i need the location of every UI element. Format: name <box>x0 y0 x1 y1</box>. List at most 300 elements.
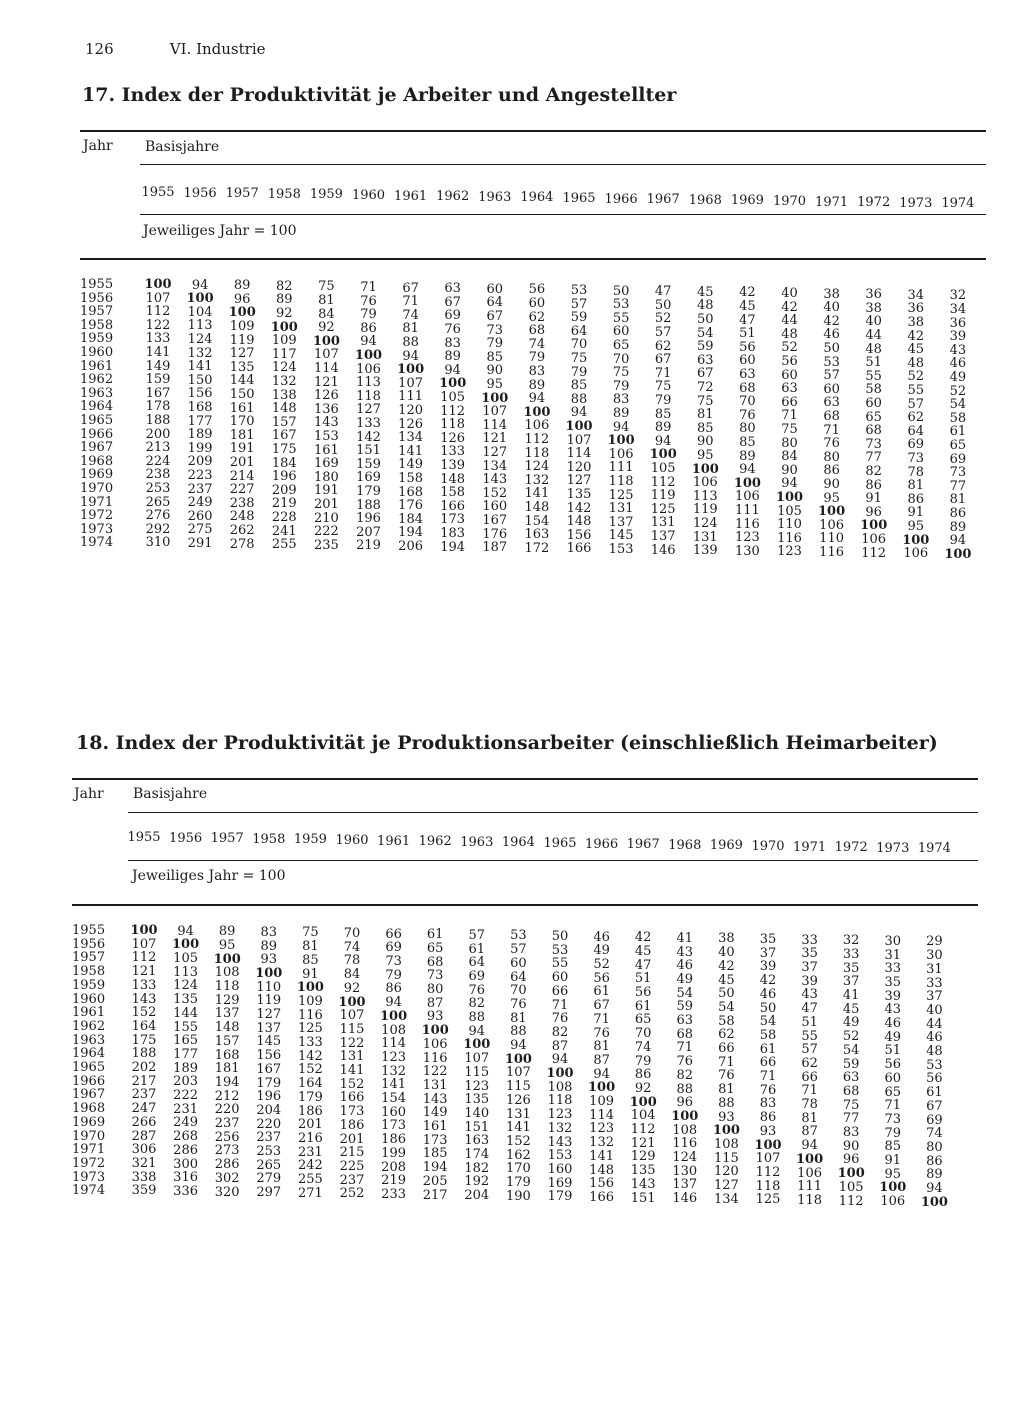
index-value-cell: 65 <box>612 338 630 353</box>
base-value-cell: 100 <box>920 1194 948 1210</box>
index-value-cell: 71 <box>360 280 377 295</box>
base-year-header: 1968 <box>668 837 702 853</box>
index-value-cell: 83 <box>260 924 278 940</box>
index-value-cell: 77 <box>865 450 882 466</box>
base-value-cell: 100 <box>397 362 425 378</box>
index-value-cell: 80 <box>926 1139 943 1155</box>
index-value-cell: 61 <box>468 941 486 957</box>
index-value-cell: 316 <box>173 1170 198 1186</box>
index-value-cell: 45 <box>739 299 756 314</box>
base-year-header: 1967 <box>626 837 660 853</box>
index-value-cell: 73 <box>949 465 967 481</box>
index-value-cell: 94 <box>528 391 546 407</box>
index-value-cell: 66 <box>781 394 798 410</box>
index-value-cell: 52 <box>654 311 672 327</box>
index-value-cell: 60 <box>612 324 630 340</box>
index-value-cell: 59 <box>676 999 694 1015</box>
base-year-header: 1971 <box>815 194 849 210</box>
index-value-cell: 143 <box>547 1134 573 1150</box>
index-value-cell: 48 <box>926 1044 943 1059</box>
base-value-cell: 100 <box>296 980 324 996</box>
index-value-cell: 131 <box>650 515 676 531</box>
base-year-header: 1956 <box>169 830 203 846</box>
index-value-cell: 117 <box>271 346 297 362</box>
base-year-header: 1955 <box>127 830 161 845</box>
base-value-cell: 100 <box>607 433 635 449</box>
index-value-cell: 113 <box>187 318 213 334</box>
index-value-cell: 286 <box>214 1157 240 1173</box>
index-value-cell: 157 <box>271 414 297 430</box>
index-value-cell: 167 <box>145 385 171 401</box>
index-value-cell: 142 <box>297 1048 323 1064</box>
index-value-cell: 70 <box>634 1026 652 1042</box>
row-year: 1962 <box>80 372 114 388</box>
index-value-cell: 63 <box>823 395 840 411</box>
index-value-cell: 158 <box>440 485 466 501</box>
index-value-cell: 78 <box>907 464 925 480</box>
row-year: 1966 <box>80 426 114 442</box>
base-value-cell: 100 <box>944 546 972 562</box>
chapter-title: VI. Industrie <box>169 40 266 58</box>
index-value-cell: 191 <box>313 483 339 499</box>
base-value-cell: 100 <box>481 390 509 406</box>
index-value-cell: 55 <box>551 956 569 972</box>
row-year: 1967 <box>72 1087 106 1103</box>
index-value-cell: 116 <box>777 530 802 546</box>
index-value-cell: 179 <box>547 1189 573 1205</box>
index-value-cell: 125 <box>297 1021 323 1037</box>
index-value-cell: 33 <box>926 975 943 991</box>
index-value-cell: 273 <box>214 1143 240 1159</box>
index-value-cell: 142 <box>566 500 592 516</box>
index-value-cell: 67 <box>444 294 461 310</box>
index-value-cell: 46 <box>949 356 967 372</box>
index-value-cell: 73 <box>385 954 402 969</box>
index-value-cell: 168 <box>214 1047 240 1063</box>
index-value-cell: 47 <box>801 1001 818 1017</box>
index-value-cell: 133 <box>145 331 171 347</box>
index-value-cell: 38 <box>865 300 882 316</box>
index-value-cell: 114 <box>381 1036 406 1052</box>
index-value-cell: 108 <box>381 1022 406 1038</box>
index-value-cell: 129 <box>630 1149 656 1165</box>
index-value-cell: 132 <box>524 472 550 488</box>
index-value-cell: 46 <box>676 958 694 974</box>
index-value-cell: 79 <box>486 336 504 352</box>
index-value-cell: 187 <box>482 540 508 556</box>
index-value-cell: 46 <box>593 929 610 945</box>
index-value-cell: 64 <box>907 423 925 439</box>
index-value-cell: 106 <box>422 1036 448 1052</box>
index-value-cell: 66 <box>718 1041 735 1056</box>
index-value-cell: 60 <box>739 353 756 369</box>
index-value-cell: 81 <box>907 478 925 494</box>
base-value-cell: 100 <box>523 404 551 420</box>
index-value-cell: 96 <box>865 504 882 520</box>
index-value-cell: 166 <box>566 541 592 557</box>
index-value-cell: 57 <box>468 927 486 943</box>
index-value-cell: 51 <box>801 1014 818 1030</box>
index-value-cell: 94 <box>801 1138 818 1154</box>
index-value-cell: 238 <box>229 495 255 511</box>
index-value-cell: 119 <box>692 502 718 518</box>
index-value-cell: 108 <box>547 1079 573 1095</box>
index-value-cell: 82 <box>551 1024 569 1040</box>
index-value-cell: 83 <box>612 392 630 408</box>
index-value-cell: 66 <box>801 1069 818 1085</box>
index-value-cell: 73 <box>865 436 882 452</box>
index-value-cell: 82 <box>865 464 882 479</box>
base-year-header: 1972 <box>857 195 891 211</box>
index-value-cell: 148 <box>214 1020 240 1036</box>
index-value-cell: 79 <box>528 350 546 366</box>
index-value-cell: 51 <box>634 971 652 987</box>
index-value-cell: 125 <box>608 487 634 503</box>
index-value-cell: 124 <box>173 978 198 994</box>
index-value-cell: 260 <box>187 508 213 524</box>
index-value-cell: 55 <box>907 383 925 398</box>
row-year: 1969 <box>80 467 114 483</box>
index-value-cell: 137 <box>256 1020 282 1036</box>
index-value-cell: 77 <box>949 478 967 494</box>
index-value-cell: 124 <box>271 360 297 376</box>
index-value-cell: 189 <box>173 1060 198 1076</box>
index-value-cell: 196 <box>271 469 297 485</box>
index-value-cell: 84 <box>781 449 798 465</box>
index-value-cell: 32 <box>842 933 860 949</box>
index-value-cell: 44 <box>865 328 882 343</box>
index-value-cell: 166 <box>589 1189 614 1205</box>
base-value-cell: 100 <box>629 1094 657 1110</box>
table-18-group-head: Basisjahre <box>133 786 208 802</box>
index-value-cell: 79 <box>612 378 630 394</box>
index-value-cell: 212 <box>214 1088 240 1104</box>
index-value-cell: 35 <box>842 960 860 976</box>
index-value-cell: 122 <box>145 317 171 333</box>
index-value-cell: 82 <box>276 278 293 294</box>
index-value-cell: 69 <box>468 968 486 984</box>
index-value-cell: 61 <box>426 927 444 943</box>
index-value-cell: 68 <box>426 954 444 970</box>
index-value-cell: 167 <box>256 1061 282 1077</box>
index-value-cell: 132 <box>187 345 213 361</box>
index-value-cell: 112 <box>838 1193 864 1209</box>
index-value-cell: 118 <box>214 979 240 994</box>
index-value-cell: 120 <box>398 403 423 418</box>
index-value-cell: 50 <box>823 341 840 356</box>
index-value-cell: 166 <box>339 1090 365 1106</box>
index-value-cell: 81 <box>697 407 714 423</box>
index-value-cell: 40 <box>823 300 840 316</box>
index-value-cell: 69 <box>926 1112 943 1128</box>
row-year: 1973 <box>80 521 114 537</box>
index-value-cell: 81 <box>302 939 319 955</box>
index-value-cell: 87 <box>593 1052 610 1068</box>
row-year: 1955 <box>72 923 106 938</box>
index-value-cell: 45 <box>842 1001 860 1017</box>
index-value-cell: 31 <box>884 947 902 963</box>
index-value-cell: 266 <box>131 1114 157 1130</box>
index-value-cell: 164 <box>131 1018 157 1034</box>
index-value-cell: 37 <box>842 974 860 990</box>
index-value-cell: 156 <box>256 1048 282 1064</box>
index-value-cell: 81 <box>593 1039 610 1055</box>
index-value-cell: 219 <box>381 1173 406 1189</box>
index-value-cell: 118 <box>356 388 381 404</box>
row-year: 1972 <box>80 508 114 524</box>
index-value-cell: 161 <box>313 442 339 458</box>
index-value-cell: 262 <box>229 523 255 538</box>
index-value-cell: 106 <box>734 489 760 505</box>
index-value-cell: 48 <box>865 341 882 357</box>
index-value-cell: 203 <box>173 1074 198 1090</box>
index-value-cell: 190 <box>505 1188 531 1204</box>
index-value-cell: 52 <box>781 340 798 356</box>
base-value-cell: 100 <box>546 1066 574 1081</box>
index-value-cell: 60 <box>781 367 798 383</box>
index-value-cell: 107 <box>145 290 171 306</box>
table-18-title: 18. Index der Produktivität je Produktionsarbeiter (einschließlich Heimarbeiter) <box>76 732 938 754</box>
index-value-cell: 44 <box>926 1016 943 1032</box>
index-value-cell: 67 <box>654 352 672 368</box>
index-value-cell: 69 <box>949 451 967 467</box>
index-value-cell: 52 <box>842 1029 860 1045</box>
index-value-cell: 49 <box>949 370 967 385</box>
index-value-cell: 75 <box>842 1097 860 1113</box>
row-year: 1963 <box>72 1032 106 1048</box>
index-value-cell: 156 <box>566 527 592 543</box>
index-value-cell: 164 <box>297 1076 323 1092</box>
index-value-cell: 141 <box>589 1148 614 1164</box>
index-value-cell: 321 <box>131 1155 157 1171</box>
index-value-cell: 235 <box>313 537 339 553</box>
index-value-cell: 180 <box>313 469 339 485</box>
index-value-cell: 111 <box>398 389 423 405</box>
row-year: 1959 <box>80 331 114 347</box>
index-value-cell: 237 <box>214 1116 240 1131</box>
table-17-group-head: Basisjahre <box>145 139 220 155</box>
index-value-cell: 119 <box>650 488 676 504</box>
index-value-cell: 121 <box>313 374 339 390</box>
index-value-cell: 57 <box>823 368 840 384</box>
index-value-cell: 36 <box>907 301 925 317</box>
index-value-cell: 73 <box>426 968 444 984</box>
index-value-cell: 286 <box>173 1142 198 1158</box>
index-value-cell: 127 <box>566 473 592 489</box>
index-value-cell: 50 <box>612 283 630 299</box>
index-value-cell: 82 <box>676 1067 694 1083</box>
index-value-cell: 123 <box>381 1049 406 1065</box>
index-value-cell: 58 <box>865 382 882 398</box>
index-value-cell: 71 <box>759 1069 777 1084</box>
index-value-cell: 184 <box>398 511 423 527</box>
index-value-cell: 167 <box>482 513 508 528</box>
index-value-cell: 162 <box>505 1147 531 1163</box>
index-value-cell: 107 <box>505 1065 531 1081</box>
index-value-cell: 41 <box>842 988 860 1003</box>
index-value-cell: 137 <box>650 529 676 544</box>
row-year: 1956 <box>72 936 106 952</box>
index-value-cell: 160 <box>547 1161 573 1177</box>
index-value-cell: 176 <box>482 526 508 542</box>
index-value-cell: 209 <box>271 482 297 498</box>
index-value-cell: 53 <box>510 928 527 944</box>
index-value-cell: 125 <box>650 501 676 517</box>
index-value-cell: 152 <box>297 1062 323 1078</box>
index-value-cell: 118 <box>797 1192 822 1208</box>
index-value-cell: 151 <box>356 443 381 459</box>
index-value-cell: 194 <box>398 525 423 541</box>
index-value-cell: 73 <box>907 451 925 466</box>
index-value-cell: 170 <box>229 414 255 430</box>
index-value-cell: 111 <box>797 1179 822 1195</box>
index-value-cell: 75 <box>612 365 630 381</box>
index-value-cell: 111 <box>734 503 760 518</box>
index-value-cell: 135 <box>173 992 198 1008</box>
index-value-cell: 46 <box>926 1030 943 1046</box>
index-value-cell: 89 <box>233 278 251 294</box>
index-value-cell: 112 <box>145 304 171 320</box>
index-value-cell: 93 <box>759 1123 777 1139</box>
index-value-cell: 200 <box>145 426 171 442</box>
index-value-cell: 276 <box>145 508 171 524</box>
base-year-header: 1955 <box>141 185 175 200</box>
index-value-cell: 55 <box>801 1028 818 1044</box>
row-year: 1970 <box>80 481 114 496</box>
base-year-header: 1973 <box>899 195 933 211</box>
index-value-cell: 122 <box>339 1035 365 1051</box>
row-year: 1974 <box>80 535 114 551</box>
base-value-cell: 100 <box>649 447 677 463</box>
index-value-cell: 68 <box>823 409 840 424</box>
index-value-cell: 84 <box>343 967 361 983</box>
index-value-cell: 92 <box>634 1080 652 1096</box>
index-value-cell: 88 <box>402 335 419 350</box>
index-value-cell: 42 <box>759 973 777 989</box>
row-year: 1971 <box>72 1142 106 1158</box>
index-value-cell: 83 <box>759 1096 777 1112</box>
index-value-cell: 209 <box>187 454 213 470</box>
index-value-cell: 71 <box>402 294 419 310</box>
index-value-cell: 215 <box>339 1145 365 1161</box>
index-value-cell: 87 <box>426 995 444 1011</box>
index-value-cell: 91 <box>302 966 319 982</box>
index-value-cell: 122 <box>422 1064 448 1080</box>
index-value-cell: 38 <box>907 315 925 330</box>
index-value-cell: 106 <box>819 517 844 533</box>
index-value-cell: 85 <box>739 435 756 450</box>
index-value-cell: 87 <box>551 1038 569 1054</box>
index-value-cell: 65 <box>426 940 444 956</box>
index-value-cell: 116 <box>672 1136 698 1152</box>
index-value-cell: 159 <box>145 372 171 388</box>
index-value-cell: 75 <box>302 925 319 941</box>
base-value-cell: 100 <box>712 1123 740 1139</box>
index-value-cell: 194 <box>422 1160 448 1176</box>
base-year-header: 1959 <box>309 187 343 203</box>
index-value-cell: 110 <box>819 531 844 547</box>
index-value-cell: 67 <box>697 366 714 382</box>
index-value-cell: 36 <box>949 315 967 331</box>
index-value-cell: 228 <box>271 510 297 525</box>
index-value-cell: 94 <box>385 995 402 1011</box>
index-value-cell: 74 <box>343 939 361 955</box>
index-value-cell: 53 <box>570 283 588 298</box>
base-value-cell: 100 <box>172 937 200 953</box>
index-value-cell: 91 <box>865 491 882 507</box>
base-value-cell: 100 <box>902 532 930 548</box>
index-value-cell: 81 <box>510 1010 527 1026</box>
index-value-cell: 160 <box>381 1104 406 1120</box>
index-value-cell: 225 <box>339 1158 365 1174</box>
index-value-cell: 168 <box>398 484 423 500</box>
index-value-cell: 114 <box>566 446 592 462</box>
index-value-cell: 132 <box>547 1120 573 1136</box>
index-value-cell: 93 <box>260 952 278 968</box>
base-value-cell: 100 <box>380 1008 408 1024</box>
row-year: 1957 <box>72 950 106 966</box>
index-value-cell: 112 <box>440 403 466 419</box>
row-year: 1974 <box>72 1183 106 1199</box>
index-value-cell: 204 <box>256 1102 282 1118</box>
index-value-cell: 65 <box>865 409 882 425</box>
index-value-cell: 210 <box>313 510 339 526</box>
index-value-cell: 33 <box>884 961 902 977</box>
index-value-cell: 30 <box>884 933 902 949</box>
index-value-cell: 90 <box>823 477 840 492</box>
index-value-cell: 143 <box>313 415 339 431</box>
index-value-cell: 48 <box>697 298 714 314</box>
index-value-cell: 141 <box>505 1120 531 1136</box>
index-value-cell: 30 <box>926 948 943 964</box>
index-value-cell: 143 <box>482 472 508 488</box>
table-17-base-note: Jeweiliges Jahr = 100 <box>143 223 297 239</box>
index-value-cell: 179 <box>356 484 381 499</box>
table-18-base-note: Jeweiliges Jahr = 100 <box>132 868 286 884</box>
index-value-cell: 110 <box>777 517 802 533</box>
index-value-cell: 90 <box>486 363 504 379</box>
index-value-cell: 170 <box>505 1161 531 1177</box>
index-value-cell: 113 <box>356 375 381 391</box>
index-value-cell: 242 <box>297 1158 323 1174</box>
index-value-cell: 37 <box>801 960 818 975</box>
index-value-cell: 177 <box>173 1046 198 1062</box>
index-value-cell: 89 <box>218 924 236 940</box>
index-value-cell: 120 <box>566 459 592 475</box>
row-year: 1959 <box>72 977 106 993</box>
index-value-cell: 86 <box>949 506 967 521</box>
index-value-cell: 160 <box>482 499 508 515</box>
index-value-cell: 64 <box>486 295 504 311</box>
index-value-cell: 201 <box>297 1117 323 1133</box>
index-value-cell: 55 <box>865 368 882 384</box>
index-value-cell: 241 <box>271 523 297 539</box>
index-value-cell: 58 <box>718 1013 735 1029</box>
index-value-cell: 48 <box>907 355 925 371</box>
index-value-cell: 61 <box>759 1041 777 1057</box>
index-value-cell: 61 <box>926 1085 943 1101</box>
base-year-header: 1957 <box>210 831 244 847</box>
index-value-cell: 217 <box>131 1073 157 1089</box>
index-value-cell: 175 <box>131 1032 157 1048</box>
index-value-cell: 179 <box>297 1089 323 1105</box>
index-value-cell: 237 <box>256 1130 282 1146</box>
index-value-cell: 105 <box>838 1179 864 1195</box>
index-value-cell: 66 <box>551 983 569 999</box>
index-value-cell: 287 <box>131 1128 157 1144</box>
index-value-cell: 80 <box>739 421 756 437</box>
index-value-cell: 50 <box>551 929 569 944</box>
